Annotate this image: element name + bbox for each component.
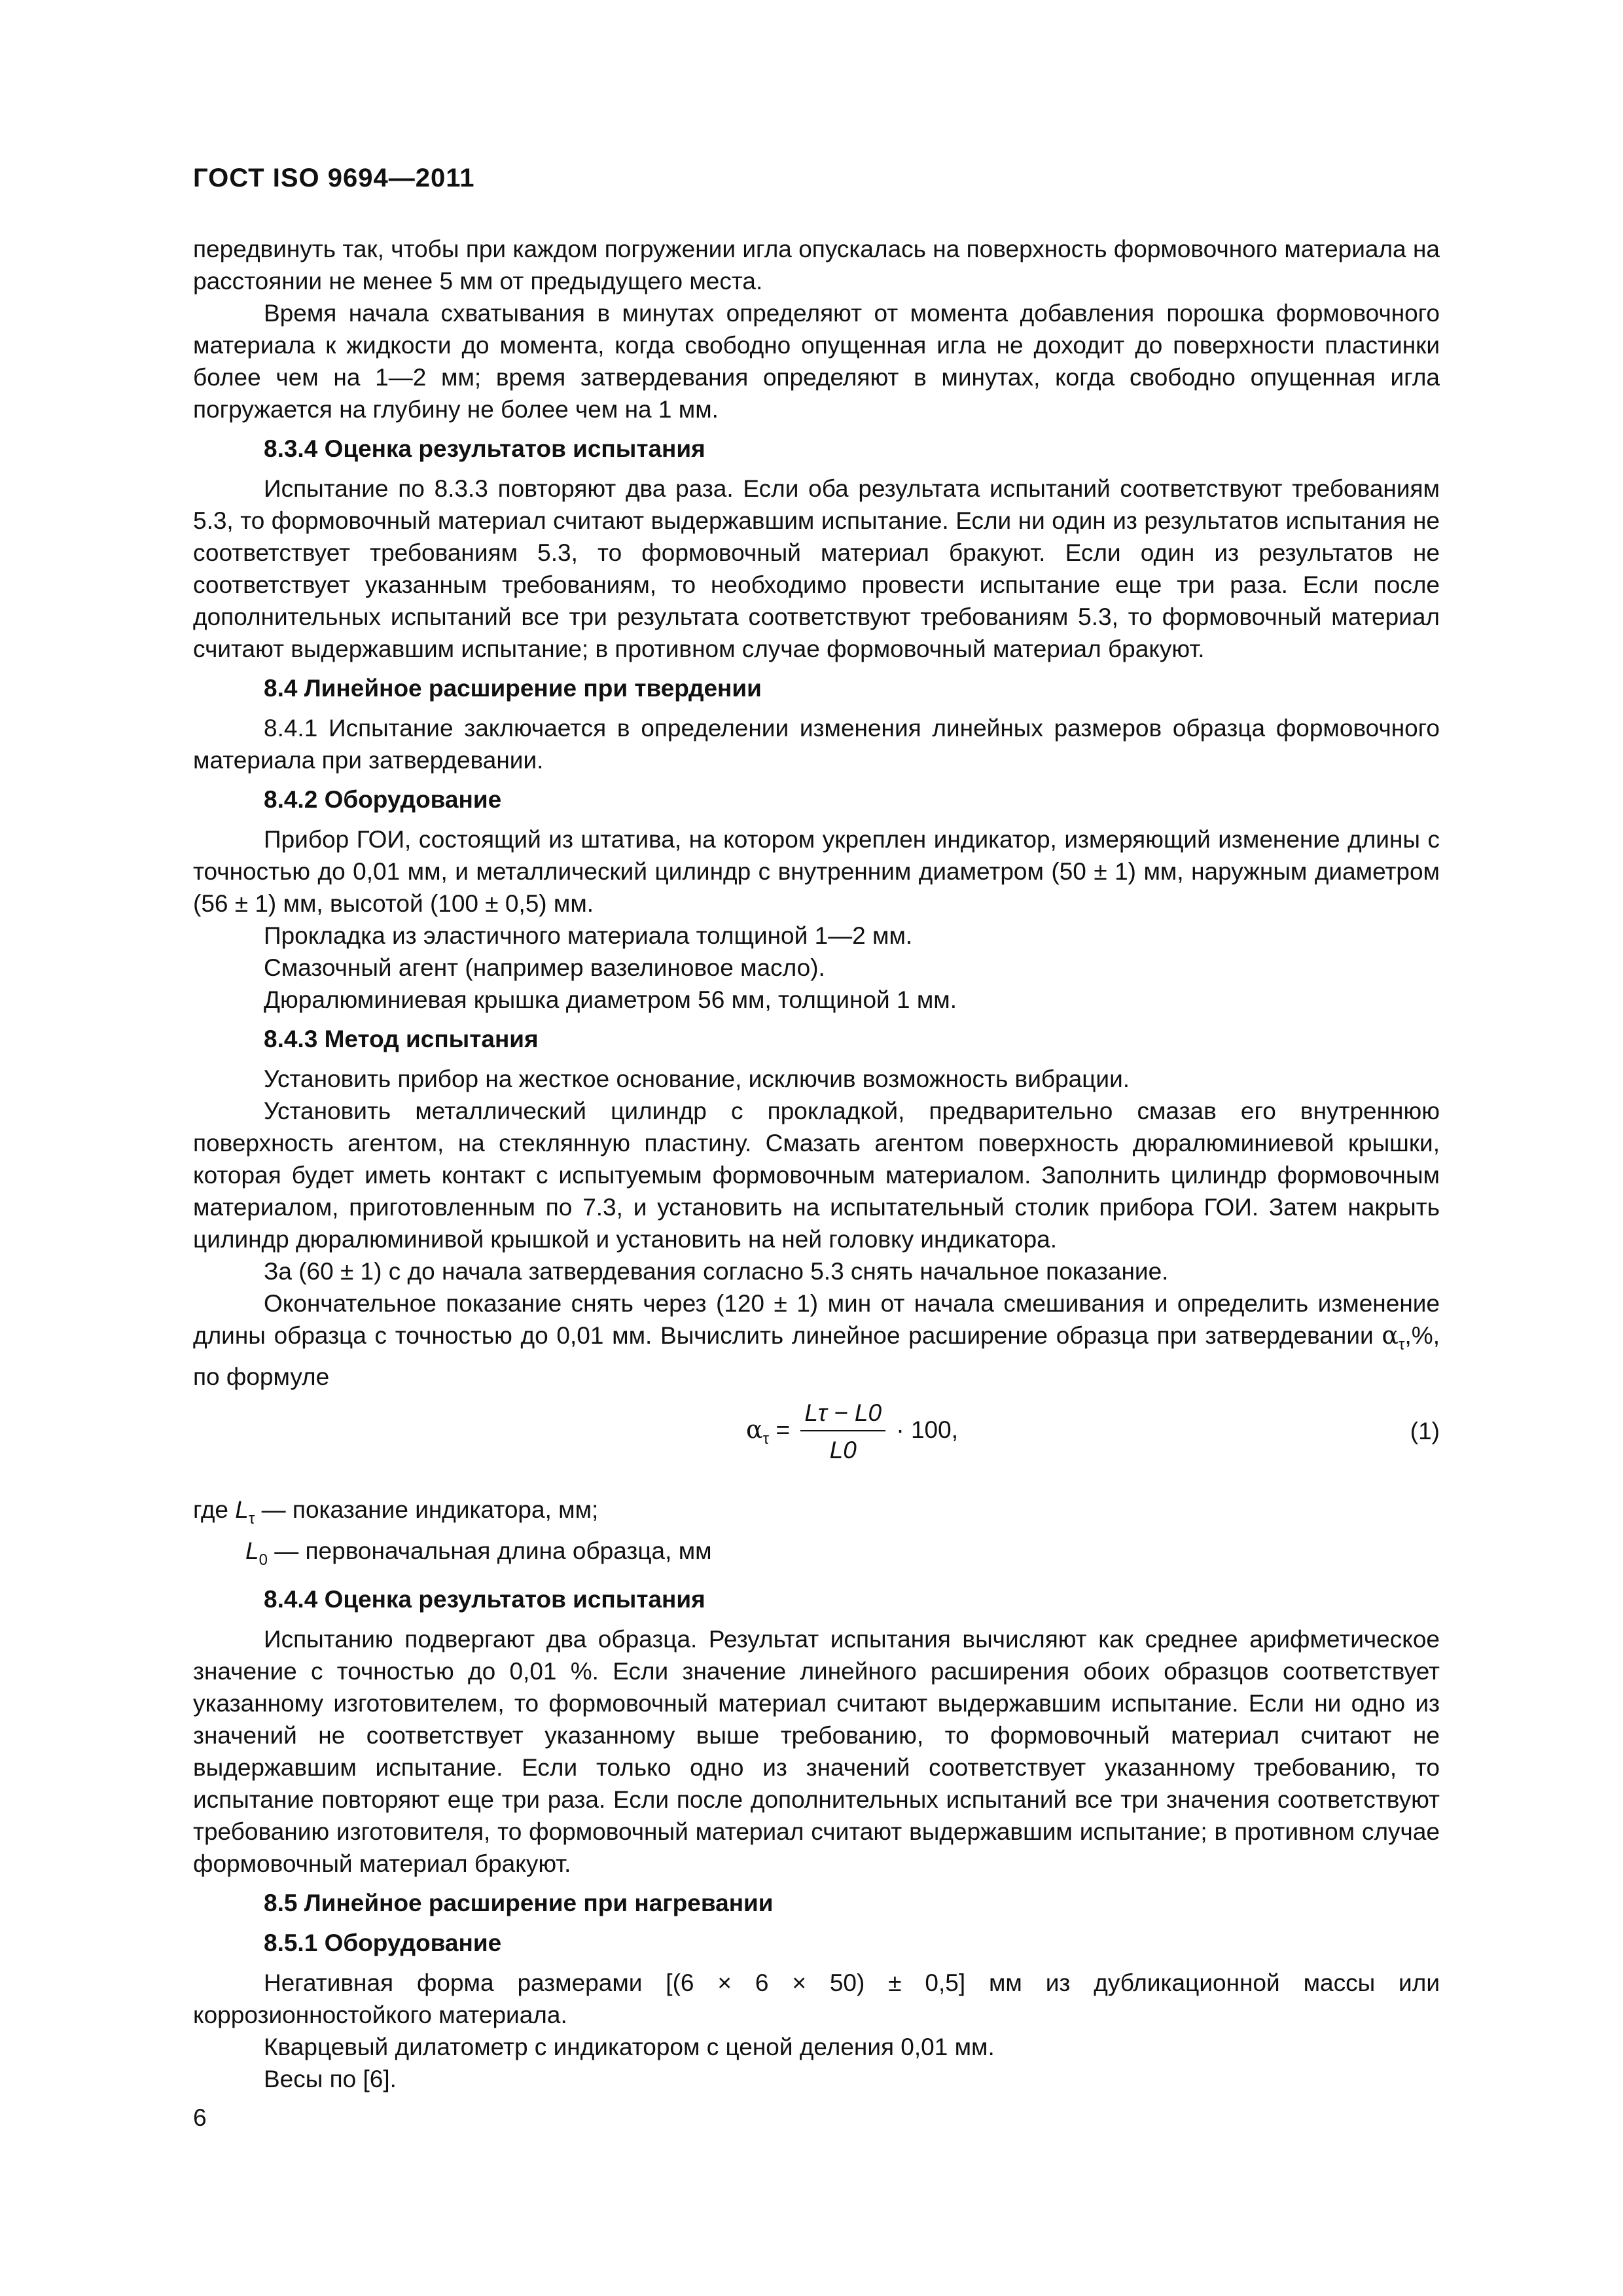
paragraph: Кварцевый дилатометр с индикатором с ценой деления 0,01 мм. — [264, 2034, 995, 2060]
paragraph: Прокладка из эластичного материала толщиной 1—2 мм. — [264, 922, 913, 949]
tau-subscript: τ — [1399, 1336, 1405, 1354]
paragraph: Прибор ГОИ, состоящий из штатива, на котором укреплен индикатор, измеряющий изменение длины с точностью до 0,01 мм, и металлический цилиндр с внутренним диаметром (50 ± 1) мм, наружным диаметром (56 ± 1) мм, высотой (100 ± 0,5) мм. — [193, 826, 1440, 917]
paragraph: передвинуть так, чтобы при каждом погружении игла опускалась на поверхность формовочного материала на расстоянии не менее 5 мм от предыдущего места. — [193, 236, 1440, 295]
formula-alpha-sub: τ — [762, 1429, 770, 1448]
section-heading-8-5: 8.5 Линейное расширение при нагревании — [264, 1890, 774, 1916]
formula-alpha: α — [746, 1414, 763, 1444]
var-l-tau-desc: — показание индикатора, мм; — [255, 1496, 599, 1523]
paragraph: Смазочный агент (например вазелиновое масло). — [264, 954, 825, 981]
paragraph: Негативная форма размерами [(6 × 6 × 50) ± 0,5] мм из дубликационной массы или коррозионностойкого материала. — [193, 1969, 1440, 2028]
paragraph: Дюралюминиевая крышка диаметром 56 мм, толщиной 1 мм. — [264, 986, 957, 1013]
page-number: 6 — [193, 2104, 207, 2131]
paragraph-text: Окончательное показание снять через (120 ± 1) мин от начала смешивания и определить изменение длины образца с точностью до 0,01 мм. Вычислить линейное расширение образца при затвердевании — [193, 1290, 1440, 1349]
document-body — [193, 233, 1440, 2095]
section-heading-8-4-2: 8.4.2 Оборудование — [264, 786, 502, 813]
formula-fraction — [800, 1397, 885, 1466]
paragraph: Установить прибор на жесткое основание, исключив возможность вибрации. — [264, 1066, 1130, 1092]
formula-block — [193, 1395, 1440, 1471]
paragraph: Установить металлический цилиндр с прокладкой, предварительно смазав его внутреннюю поверхность агентом, на стеклянную пластину. Смазать агентом поверхность дюралюминиевой крышки, которая будет иметь контакт с испытуемым формовочным материалом. Заполнить цилиндр формовочным материалом, приготовленным по 7.3, и установить на испытательный столик прибора ГОИ. Затем накрыть цилиндр дюралюминивой крышкой и установить на ней головку индикатора. — [193, 1098, 1440, 1253]
var-l-tau: L — [235, 1496, 249, 1523]
paragraph-formula-intro — [193, 1287, 1440, 1393]
paragraph: За (60 ± 1) с до начала затвердевания согласно 5.3 снять начальное показание. — [264, 1258, 1169, 1285]
section-heading-8-4-4: 8.4.4 Оценка результатов испытания — [264, 1586, 705, 1613]
paragraph: Испытанию подвергают два образца. Результат испытания вычисляют как среднее арифметическое значение с точностью до 0,01 %. Если значение линейного расширения обоих образцов соответствует указанному изготовителем, то формовочный материал считают выдержавшим испытание. Если ни одно из значений не соответствует указанному выше требованию, то формовочный материал считают не выдержавшим испытание. Если только одно из значений соответствует указанному требованию, то испытание повторяют еще три раза. Если после дополнительных испытаний все три значения соответствуют требованию изготовителя, то формовочный материал считают выдержавшим испытание; в противном случае формовочный материал бракуют. — [193, 1626, 1440, 1877]
equation-number: (1) — [1410, 1418, 1440, 1444]
var-l-tau-sub: τ — [248, 1510, 255, 1528]
where-prefix: где — [193, 1496, 229, 1523]
alpha-symbol: α — [1382, 1321, 1399, 1350]
standard-header: ГОСТ ISO 9694—2011 — [193, 164, 475, 192]
section-heading-8-4-3: 8.4.3 Метод испытания — [264, 1026, 539, 1052]
formula-numerator: Lτ − L0 — [800, 1397, 885, 1431]
var-l0: L — [245, 1537, 259, 1564]
section-heading-8-3-4: 8.3.4 Оценка результатов испытания — [264, 435, 705, 462]
formula-multiplier: · 100, — [896, 1416, 958, 1443]
paragraph: Весы по [6]. — [264, 2066, 397, 2092]
where-line-2 — [193, 1535, 1440, 1576]
paragraph: Время начала схватывания в минутах определяют от момента добавления порошка формовочного материала к жидкости до момента, когда свободно опущенная игла не доходит до поверхности пластинки более чем на 1—2 мм; время затвердевания определяют в минутах, когда свободно опущенная игла погружается на глубину не более чем на 1 мм. — [193, 300, 1440, 423]
formula-equals: = — [776, 1416, 791, 1443]
section-heading-8-4: 8.4 Линейное расширение при твердении — [264, 675, 762, 702]
var-l0-sub: 0 — [259, 1551, 268, 1569]
where-line-1 — [193, 1494, 1440, 1535]
paragraph-text-tail: ,%, по формуле — [193, 1322, 1440, 1390]
formula — [746, 1397, 958, 1466]
paragraph: Испытание по 8.3.3 повторяют два раза. Если оба результата испытаний соответствуют требованиям 5.3, то формовочный материал считают выдержавшим испытание. Если ни один из результатов испытания не соответствует требованиям 5.3, то формовочный материал бракуют. Если один из результатов не соответствует указанным требованиям, то необходимо провести испытание еще три раза. Если после дополнительных испытаний все три результата соответствуют требованиям 5.3, то формовочный материал считают выдержавшим испытание; в противном случае формовочный материал бракуют. — [193, 475, 1440, 662]
paragraph: 8.4.1 Испытание заключается в определении изменения линейных размеров образца формовочного материала при затвердевании. — [193, 715, 1440, 774]
formula-denominator: L0 — [829, 1437, 857, 1463]
var-l0-desc: — первоначальная длина образца, мм — [267, 1537, 712, 1564]
section-heading-8-5-1: 8.5.1 Оборудование — [264, 1929, 502, 1956]
